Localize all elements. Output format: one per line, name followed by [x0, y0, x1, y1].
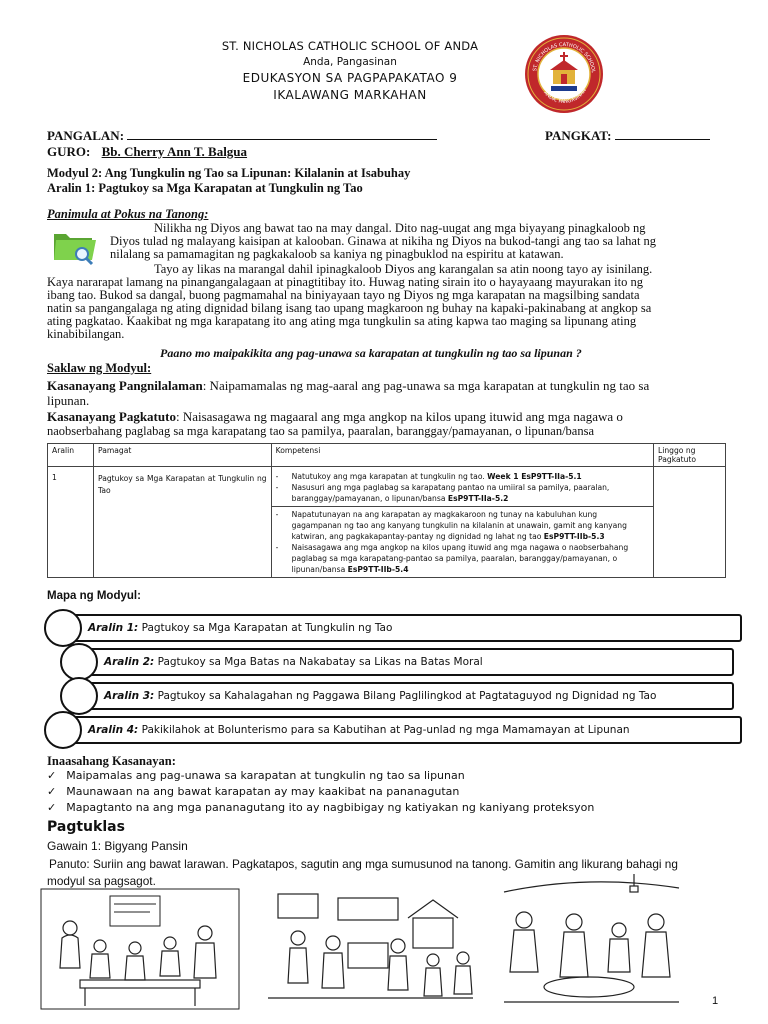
map-item-label: Aralin 4:: [88, 724, 139, 736]
table-header-row: [48, 444, 726, 467]
section-field-row: [545, 127, 710, 144]
cell-linggo: [654, 467, 726, 578]
intro-p1-line3: nilalang sa pamamagitan ng pagkakaloob sa kaniya ng pinagbuklod na espiritu at katawan.: [110, 247, 564, 261]
competency-2: Nasusuri ang mga paglabag sa karapatang pantao na umiiral sa pamilya, paaralan, baranggay/pamayanan, o lipunan/bansa: [291, 483, 610, 503]
name-input-line[interactable]: [127, 127, 437, 140]
competency-1-code: Week 1 EsP9TT-IIa-5.1: [487, 472, 582, 481]
content-standard: [47, 378, 726, 393]
skill-text: Mapagtanto na ang mga pananagutang ito ay nagbibigay ng katiyakan ng kaniyang proteksyon: [66, 801, 595, 814]
cell-competencies-2: [271, 507, 653, 578]
competency-3: Napatutunayan na ang karapatan ay magkakaroon ng tunay na kabuluhan kung gagampanan ng tao ang kanyang tungkulin na kilalanin at unawain, gamit ang kanyang katwiran, ang pagkakapantay-pantay ng dignidad ng lahat ng tao: [291, 510, 627, 541]
map-circle-4: [44, 711, 82, 749]
check-icon: ✓: [47, 801, 57, 814]
dash-bullet: -: [275, 543, 279, 552]
quarter-title: IKALAWANG MARKAHAN: [273, 88, 427, 102]
intro-p2-line1: Tayo ay likas na marangal dahil ipinagkaloob Diyos ang karangalan sa atin noong tayo ay isinilang.: [154, 262, 653, 276]
cell-competencies-1: [271, 467, 653, 507]
teacher-label: GURO:: [47, 144, 91, 159]
cell-pamagat: Pagtukoy sa Mga Karapatan at Tungkulin ng Tao: [93, 467, 271, 578]
school-address: Anda, Pangasinan: [303, 56, 397, 68]
map-item-text: Pagtukoy sa Mga Karapatan at Tungkulin ng Tao: [141, 622, 393, 634]
teacher-name: Bb. Cherry Ann T. Balgua: [101, 144, 248, 159]
content-standard-label: Kasanayang Pangnilalaman: [47, 378, 203, 393]
map-item-aralin-1: [64, 614, 742, 642]
mapa-heading: Mapa ng Modyul:: [47, 590, 141, 602]
learning-competency: [47, 410, 726, 424]
dash-bullet: -: [275, 472, 279, 481]
competency-4-code: EsP9TT-IIb-5.4: [347, 565, 409, 574]
school-seal-logo: [524, 34, 604, 114]
module-title: Modyul 2: Ang Tungkulin ng Tao sa Lipunan: Kilalanin at Isabuhay: [47, 166, 411, 180]
section-input-line[interactable]: [615, 127, 710, 140]
map-circle-3: [60, 677, 98, 715]
intro-p2-line6: kinabibilangan.: [47, 327, 125, 341]
map-circle-2: [60, 643, 98, 681]
competency-2-code: EsP9TT-IIa-5.2: [447, 494, 509, 503]
intro-p1-line1: Nilikha ng Diyos ang bawat tao na may dangal. Dito nag-uugat ang mga biyayang pinagkaloob ng: [154, 221, 646, 235]
skill-text: Maunawaan na ang bawat karapatan ay may kaakibat na pananagutan: [66, 785, 460, 798]
panuto-line1: Panuto: Suriin ang bawat larawan. Pagkatapos, sagutin ang mga sumusunod na tanong. Gamitin ang likurang bahagi ng: [49, 857, 678, 871]
pagtuklas-heading: Pagtuklas: [47, 819, 125, 835]
competency-table: [47, 443, 726, 578]
check-icon: ✓: [47, 785, 57, 798]
intro-p2-line3: ibang tao. Bukod sa dangal, buong pagmamahal na biniyayaan tayo ng Diyos ng mga karapatan na magsilbing sandata: [47, 288, 640, 302]
section-label: PANGKAT:: [545, 128, 612, 143]
map-circle-1: [44, 609, 82, 647]
header-aralin: Aralin: [48, 444, 94, 467]
table-row: [48, 467, 726, 507]
seal-text-bottom: ANDA, PANGASINAN: [542, 87, 588, 106]
learning-competency-label: Kasanayang Pagkatuto: [47, 409, 176, 424]
school-name: ST. NICHOLAS CATHOLIC SCHOOL OF ANDA: [221, 39, 479, 53]
inaasahang-heading: Inaasahang Kasanayan:: [47, 754, 176, 768]
list-item: [47, 784, 594, 800]
map-item-aralin-3: [80, 682, 734, 710]
competency-1: Natutukoy ang mga karapatan at tungkulin ng tao.: [291, 472, 485, 481]
header-kompetensi: Kompetensi: [271, 444, 653, 467]
name-label: PANGALAN:: [47, 128, 125, 143]
content-standard-text: : Naipamamalas ng mag-aaral ang pag-unawa sa mga karapatan at tungkulin ng tao sa: [202, 378, 650, 393]
community-illustration: [258, 888, 480, 1010]
intro-p2-line2: Kaya nararapat lamang na pinangangalagaan at pinagtitibay ito. Huwag nating sirain ito o hayayaang mayurakan ito ng: [47, 275, 643, 289]
learning-competency-text2: naobserbahang paglabag sa mga karapatang tao sa pamilya, paaralan, baranggay/pamayanan, o lipunan/bansa: [47, 424, 594, 438]
content-standard-text2: lipunan.: [47, 393, 90, 408]
teacher-row: [47, 144, 247, 160]
dash-bullet: -: [275, 510, 279, 519]
seal-text-top: ST. NICHOLAS CATHOLIC SCHOOL: [532, 41, 597, 74]
folder-search-icon: [52, 226, 98, 266]
expected-skills-list: [47, 768, 594, 816]
intro-heading: Panimula at Pokus na Tanong:: [47, 207, 209, 221]
focus-question: Paano mo maipakikita ang pag-unawa sa karapatan at tungkulin ng tao sa lipunan ?: [160, 346, 582, 360]
page-number: 1: [712, 995, 719, 1007]
map-item-text: Pagtukoy sa Kahalagahan ng Paggawa Bilang Paglilingkod at Pagtataguyod ng Dignidad ng Tao: [157, 690, 657, 702]
school-header: [200, 38, 500, 104]
map-item-aralin-4: [64, 716, 742, 744]
gawain-title: Gawain 1: Bigyang Pansin: [47, 839, 188, 853]
panuto-line2: modyul sa pagsagot.: [47, 874, 156, 888]
classroom-illustration: [40, 888, 240, 1010]
header-pamagat: Pamagat: [93, 444, 271, 467]
map-item-label: Aralin 3:: [104, 690, 155, 702]
family-illustration: [494, 872, 684, 1010]
skill-text: Maipamalas ang pag-unawa sa karapatan at tungkulin ng tao sa lipunan: [66, 769, 465, 782]
subject-title: EDUKASYON SA PAGPAPAKATAO 9: [242, 71, 458, 85]
map-item-text: Pakikilahok at Bolunterismo para sa Kabutihan at Pag-unlad ng mga Mamamayan at Lipunan: [141, 724, 630, 736]
learning-competency-text: : Naisasagawa ng magaaral ang mga angkop na kilos upang ituwid ang mga nagawa o: [175, 409, 623, 424]
dash-bullet: -: [275, 483, 279, 492]
list-item: [47, 800, 594, 816]
saklaw-heading: Saklaw ng Modyul:: [47, 361, 152, 375]
name-field-row: [47, 127, 437, 144]
map-item-label: Aralin 1:: [88, 622, 139, 634]
check-icon: ✓: [47, 769, 57, 782]
cell-aralin: 1: [48, 467, 94, 578]
header-linggo: Linggo ng Pagkatuto: [654, 444, 726, 467]
map-item-aralin-2: [80, 648, 734, 676]
map-item-label: Aralin 2:: [104, 656, 155, 668]
competency-4: Naisasagawa ang mga angkop na kilos upang ituwid ang mga nagawa o naobserbahang paglabag sa mga karapatang-pantao sa pamilya, paaralan, baranggay/pamayanan, o lipunan/bansa: [291, 543, 629, 574]
lesson-title: Aralin 1: Pagtukoy sa Mga Karapatan at Tungkulin ng Tao: [47, 181, 363, 195]
intro-p2-line4: natin sa pangangalaga ng ating dignidad bilang isang tao upang magkaroon ng buhay na kapaki-pakinabang at angkop sa: [47, 301, 652, 315]
intro-p1-line2: Diyos tulad ng malayang kaisipan at kalooban. Ginawa at nikiha ng Diyos na bukod-tangi ang tao sa lahat ng: [110, 234, 657, 248]
list-item: [47, 768, 594, 784]
map-item-text: Pagtukoy sa Mga Batas na Nakabatay sa Likas na Batas Moral: [157, 656, 483, 668]
competency-3-code: EsP9TT-IIb-5.3: [543, 532, 605, 541]
intro-p2-line5: ating pagkatao. Kaakibat ng mga karapatang ito ang ating mga tungkulin sa ating kapwa tao maging sa lipunang ating: [47, 314, 637, 328]
